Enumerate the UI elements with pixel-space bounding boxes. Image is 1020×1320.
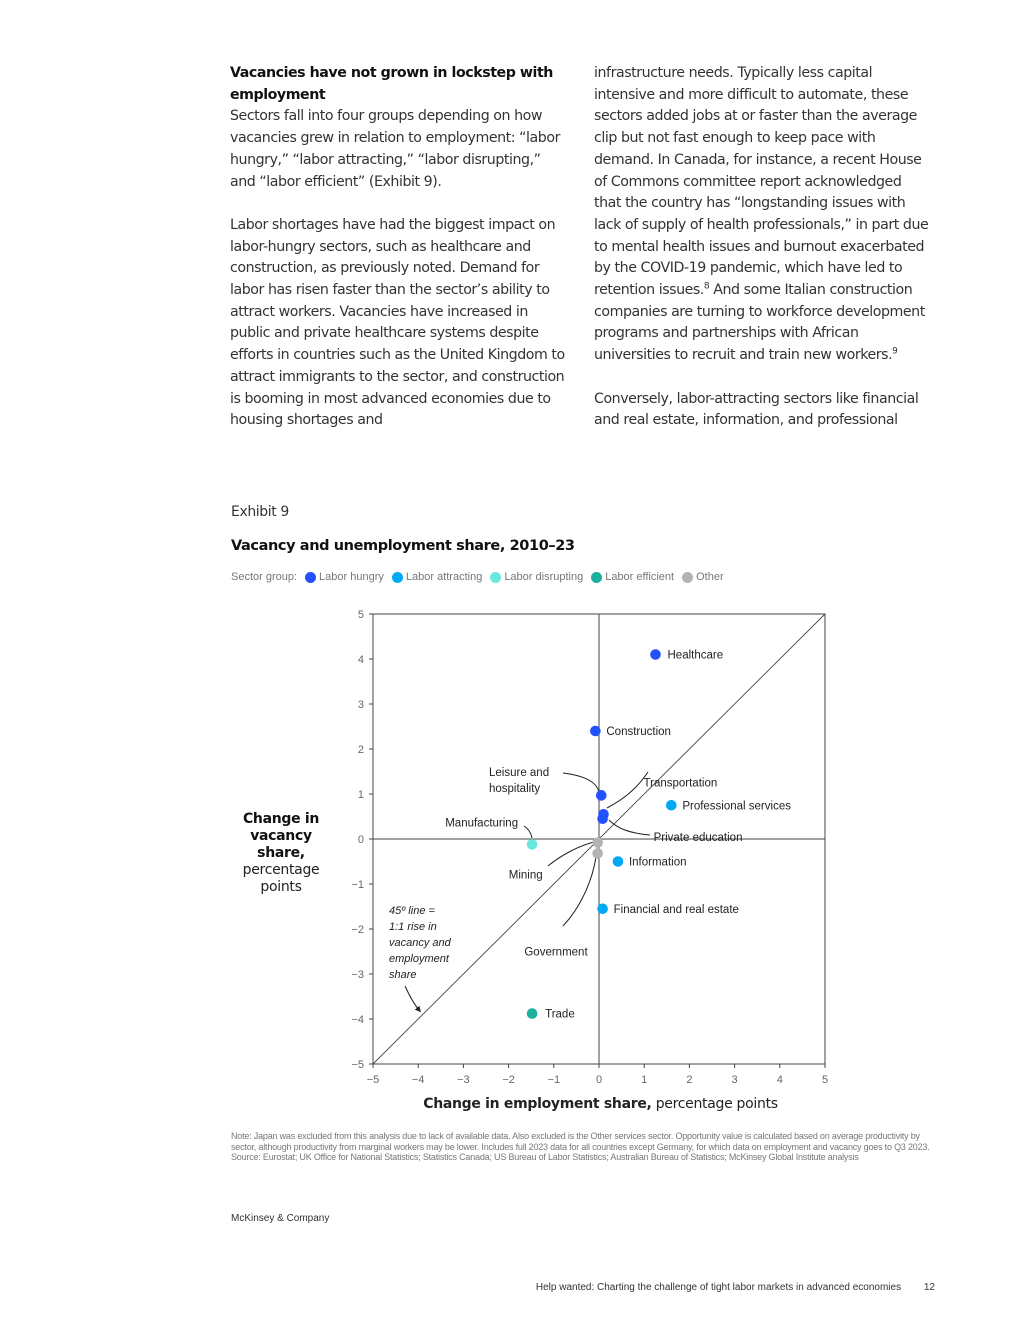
point-manufacturing — [527, 839, 538, 850]
y-tick-label: −3 — [351, 969, 364, 981]
right-paragraph-1a: infrastructure needs. Typically less capital intensive and more difficult to automate, these sectors added jobs at or faster than the average clip but not fast enough to keep pace with demand. In Canada, for instance, a recent House of Commons committee report acknowledged that the country has “longstanding issues with lack of supply of health professionals,” in part due to mental health issues and burnout exacerbated by the COVID-19 pandemic, which have led to retention issues. — [594, 65, 929, 299]
point-trade — [527, 1008, 538, 1019]
brand-name: McKinsey & Company — [231, 1213, 330, 1224]
legend-label: Labor hungry — [319, 571, 384, 583]
point-mining — [592, 837, 603, 848]
y-tick-label: 5 — [357, 609, 364, 621]
x-tick-label: −3 — [457, 1074, 470, 1086]
y-tick-label: −2 — [351, 924, 364, 936]
chart-notes — [231, 1131, 931, 1163]
point-label-manufacturing: Manufacturing — [445, 817, 519, 830]
y-tick-label: −4 — [351, 1014, 364, 1026]
legend-title: Sector group: — [231, 571, 298, 583]
right-paragraph-2: Conversely, labor-attracting sectors like financial and real estate, information, and professional — [594, 390, 919, 429]
point-label-mining: Mining — [508, 869, 543, 882]
point-label-leisure-and-hospitality: Leisure and hospitality — [489, 767, 550, 795]
point-information — [613, 856, 624, 867]
point-label-financial-and-real-estate: Financial and real estate — [613, 903, 739, 916]
footnote-8: 8 — [703, 281, 710, 292]
point-label-construction: Construction — [606, 726, 671, 738]
point-label-government: Government — [524, 946, 588, 959]
y-axis-title-bold: Change in vacancy share, — [242, 811, 320, 861]
x-tick-label: −4 — [411, 1074, 425, 1086]
point-professional-services — [666, 800, 677, 811]
connector-leisure — [563, 773, 599, 793]
diagonal-annotation-line: employment — [389, 953, 449, 965]
point-private-education — [597, 813, 608, 824]
y-tick-label: 4 — [357, 654, 364, 666]
left-paragraph-2: Labor shortages have had the biggest impact on labor-hungry sectors, such as healthcare and construction, as previously noted. Demand for labor has risen faster than the sector’s ability to attract workers. Vacancies have increased in public and private healthcare systems despite efforts in countries such as the United Kingdom to attract immigrants to the sector, and construction is booming in most advanced economies due to housing shortages and — [230, 216, 565, 429]
x-tick-label: 3 — [731, 1074, 738, 1086]
legend-label: Labor efficient — [605, 571, 675, 583]
footer-title: Help wanted: Charting the challenge of tight labor markets in advanced economies — [535, 1282, 902, 1293]
legend-label: Labor disrupting — [504, 571, 584, 583]
point-label-private-education: Private education — [653, 831, 743, 844]
x-tick-label: 0 — [595, 1074, 603, 1086]
x-tick-label: 5 — [821, 1074, 829, 1086]
note-text: Note: Japan was excluded from this analysis due to lack of available data. Also excluded is the Other services sector. Opportunity value is calculated based on average productivity by sector, although productivity from marginal workers may be lower. Includes full 2023 data for all countries except Germany, for which data on employment and vacancy goes to Q3 2023. — [231, 1131, 930, 1152]
y-tick-label: 3 — [357, 699, 364, 711]
section-heading: Vacancies have not grown in lockstep with employment — [230, 65, 553, 103]
point-government — [592, 848, 603, 859]
y-tick-label: −5 — [351, 1059, 364, 1071]
x-tick-label: 2 — [686, 1074, 693, 1086]
connector-private-education — [609, 820, 650, 835]
connector-transportation — [607, 772, 648, 808]
y-tick-label: 2 — [357, 744, 364, 756]
x-tick-label: −5 — [366, 1074, 380, 1086]
diagonal-annotation-line: 45º line = — [389, 905, 435, 917]
y-axis-title-rest: percentage points — [242, 862, 320, 895]
point-financial-and-real-estate — [597, 903, 608, 914]
point-label-healthcare: Healthcare — [667, 649, 724, 662]
point-construction — [590, 726, 601, 737]
point-healthcare — [650, 649, 661, 660]
legend-label: Labor attracting — [405, 571, 483, 583]
page-number: 12 — [923, 1282, 935, 1293]
connector-45-annotation — [405, 986, 419, 1010]
x-tick-label: 4 — [776, 1074, 783, 1086]
x-axis-title-rest: percentage points — [655, 1096, 778, 1112]
exhibit-title: Vacancy and unemployment share, 2010–23 — [231, 538, 575, 554]
point-leisure-and-hospitality — [596, 790, 607, 801]
right-paragraph-1b: And some Italian construction companies are turning to workforce development programs and partnerships with African universities to recruit and train new workers. — [594, 282, 925, 364]
connector-government — [563, 857, 596, 926]
point-label-information: Information — [628, 856, 687, 869]
point-label-transportation: Transportation — [643, 777, 718, 790]
x-tick-label: −1 — [547, 1074, 561, 1086]
x-tick-label: 1 — [641, 1074, 648, 1086]
point-label-professional-services: Professional services — [682, 800, 791, 813]
y-tick-label: −1 — [351, 879, 364, 891]
x-axis-title-bold: Change in employment share, — [423, 1096, 652, 1112]
y-tick-label: 0 — [357, 834, 364, 846]
left-paragraph-1: Sectors fall into four groups depending on how vacancies grew in relation to employment: “labor hungry,” “labor attracting,” “labor disrupting,” and “labor efficient” (Exhibit 9). — [230, 108, 560, 190]
page-footer — [536, 1282, 935, 1293]
exhibit-label: Exhibit 9 — [231, 504, 289, 520]
source-text: Source: Eurostat; UK Office for National Statistics; Statistics Canada; US Bureau of Labor Statistics; Australian Bureau of Statistics; McKinsey Global Institute analysis — [231, 1152, 859, 1162]
x-tick-label: −2 — [502, 1074, 515, 1086]
legend-label: Other — [696, 571, 724, 583]
diagonal-annotation-line: share — [389, 969, 417, 981]
connector-mining — [548, 842, 594, 866]
point-label-trade: Trade — [545, 1008, 575, 1021]
diagonal-annotation-line: vacancy and — [389, 937, 451, 949]
connector-manufacturing — [524, 826, 532, 838]
footnote-9: 9 — [892, 346, 898, 357]
y-tick-label: 1 — [357, 789, 364, 801]
diagonal-annotation-line: 1:1 rise in — [389, 921, 437, 933]
